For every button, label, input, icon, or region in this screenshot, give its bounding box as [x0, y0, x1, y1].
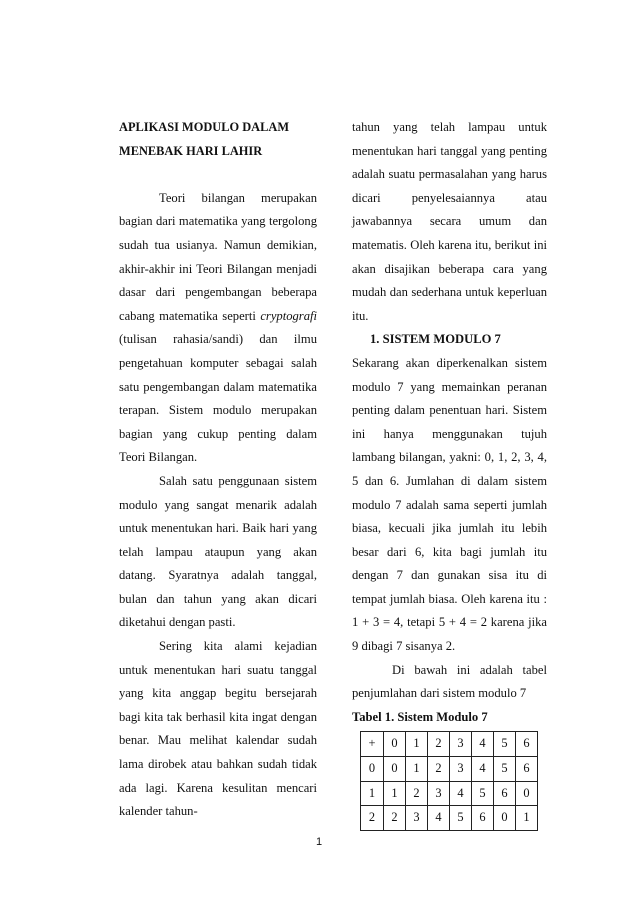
paragraph-modulo-intro: Sekarang akan diperkenalkan sistem modulo 7 yang memainkan peranan penting dalam penentuan hari. Sistem ini hanya menggunakan tujuh lambang bilangan, yakni: 0, 1, 2, 3, 4, 5 dan 6. Jumlahan di dalam sistem modulo 7 adalah sama seperti jumlah biasa, kecuali jika jumlah itu lebih besar dari 6, kita bagi jumlah itu dengan 7 dan gunakan sisa itu di tempat jumlah biasa. Oleh karena itu : 1 + 3 = 4, tetapi 5 + 4 = 2 karena jika 9 dibagi 7 sisanya 2.	[352, 355, 547, 654]
table-cell: 1	[384, 781, 406, 806]
table-cell: 5	[450, 806, 472, 831]
table-cell: 5	[494, 732, 516, 757]
table-cell: 1	[516, 806, 538, 831]
table-cell: 1	[406, 732, 428, 757]
paragraph-table-intro: Di bawah ini adalah tabel penjumlahan dari sistem modulo 7	[352, 662, 547, 701]
paragraph-intro-text-1: Teori bilangan merupakan bagian dari matematika yang tergolong sudah tua usianya. Namun demikian, akhir-akhir ini Teori Bilangan menjadi dasar dari pengembangan beberapa cabang matematika seperti	[119, 190, 317, 323]
table-cell: 4	[472, 732, 494, 757]
section-heading: 1. SISTEM MODULO 7	[370, 332, 501, 347]
paragraph-intro-text-2: (tulisan rahasia/sandi) dan ilmu pengetahuan komputer sebagai salah satu pengembangan dalam matematika terapan. Sistem modulo merupakan bagian yang cukup penting dalam Teori Bilangan.	[119, 332, 317, 465]
table-row	[361, 757, 538, 782]
paragraph-usage: Salah satu penggunaan sistem modulo yang sangat menarik adalah untuk menentukan hari. Baik hari yang telah lampau ataupun yang akan datang. Syaratnya adalah tanggal, bulan dan tahun yang akan dicari diketahui dengan pasti.	[119, 473, 317, 630]
table-cell: 4	[450, 781, 472, 806]
table-cell: 2	[384, 806, 406, 831]
paragraph-continuation: tahun yang telah lampau untuk menentukan hari tanggal yang penting adalah suatu permasalahan yang harus dicari penyelesaiannya atau jawabannya secara umum dan matematis. Oleh karena itu, berikut ini akan disajikan beberapa cara yang mudah dan sederhana untuk keperluan itu.	[352, 120, 547, 323]
table-cell: 6	[516, 757, 538, 782]
table-caption: Tabel 1. Sistem Modulo 7	[352, 709, 488, 724]
article-title-line-1: APLIKASI MODULO DALAM	[119, 120, 290, 134]
table-cell: 5	[494, 757, 516, 782]
table-cell: 4	[472, 757, 494, 782]
table-cell: 6	[472, 806, 494, 831]
table-cell: +	[361, 732, 384, 757]
table-cell: 5	[472, 781, 494, 806]
table-header-row	[361, 732, 538, 757]
page-number: 1	[315, 836, 323, 848]
table-cell: 6	[516, 732, 538, 757]
article-title-line-2: MENEBAK HARI LAHIR	[119, 143, 263, 158]
table-cell: 2	[428, 757, 450, 782]
modulo-table	[360, 731, 538, 830]
table-cell: 1	[406, 757, 428, 782]
paragraph-intro-italic: cryptografi	[260, 308, 317, 323]
table-cell: 6	[494, 781, 516, 806]
table-cell: 0	[384, 757, 406, 782]
paragraph-intro	[119, 187, 317, 470]
table-cell: 2	[361, 806, 384, 831]
table-cell: 3	[406, 806, 428, 831]
paragraph-experience: Sering kita alami kejadian untuk menentukan hari suatu tanggal yang kita anggap begitu bersejarah bagi kita tak berhasil kita ingat dengan benar. Mau melihat kalendar sudah lama dirobek atau bahkan sudah tidak ada lagi. Karena kesulitan mencari kalender tahun-	[119, 639, 317, 819]
right-column	[352, 116, 547, 831]
table-cell: 3	[450, 732, 472, 757]
left-column	[119, 116, 317, 824]
table-row	[361, 781, 538, 806]
table-cell: 4	[428, 806, 450, 831]
table-cell: 0	[494, 806, 516, 831]
table-cell: 1	[361, 781, 384, 806]
table-cell: 3	[450, 757, 472, 782]
table-cell: 0	[361, 757, 384, 782]
table-cell: 0	[516, 781, 538, 806]
table-cell: 2	[406, 781, 428, 806]
table-cell: 3	[428, 781, 450, 806]
table-cell: 2	[428, 732, 450, 757]
table-cell: 0	[384, 732, 406, 757]
table-row	[361, 806, 538, 831]
